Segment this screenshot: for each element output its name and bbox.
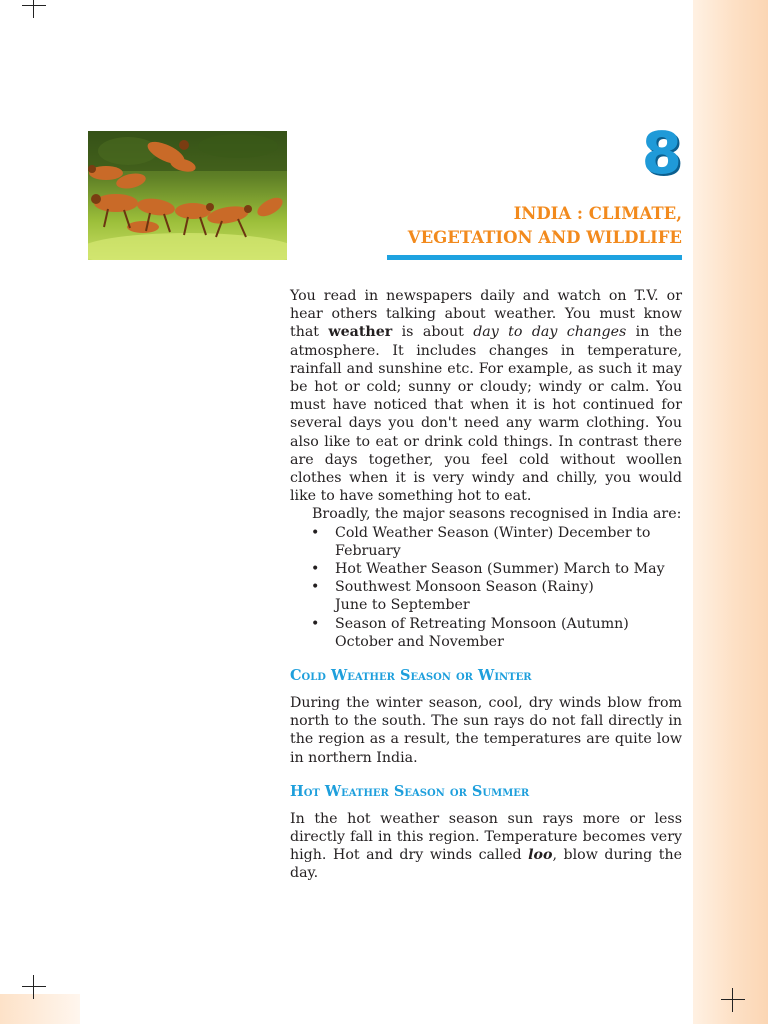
bullet-glyph: • — [311, 615, 320, 632]
chapter-title-line-2: VEGETATION AND WILDLIFE — [407, 228, 682, 247]
chapter-body — [290, 287, 682, 883]
chapter-title-line-1: INDIA : CLIMATE, — [513, 204, 682, 223]
season-item — [311, 560, 682, 578]
winter-paragraph: During the winter season, cool, dry winds blow from north to the south. The sun rays do not fall directly in the region as a result, the temperatures are quite low in northern India. — [290, 695, 682, 766]
intro-text-3: in the atmosphere. It includes changes in temperature, rainfall and sunshine etc. For example, as such it may be hot or cold; sunny or cloudy; windy or calm. You must have noticed that when it is hot continued for several days you don't need any warm clothing. You also like to eat or drink cold things. In contrast there are days together, you feel cold without woollen clothes when it is very windy and chilly, you would like to have something hot to eat. — [290, 324, 682, 505]
season-item-text: Cold Weather Season (Winter) December to February — [335, 524, 651, 559]
summer-text-2: , blow during the day. — [290, 847, 682, 882]
crop-mark-bottom-right — [721, 988, 745, 1012]
season-item-text: Season of Retreating Monsoon (Autumn) October and November — [335, 615, 629, 650]
intro-text-1: You read in newspapers daily and watch on T.V. or hear others talking about weather. You must know that — [290, 288, 682, 341]
term-weather: weather — [328, 324, 393, 341]
bullet-glyph: • — [311, 561, 320, 578]
season-item-text: Hot Weather Season (Summer) March to May — [335, 561, 665, 578]
seasons-intro: Broadly, the major seasons recognised in India are: — [312, 506, 682, 523]
chapter-number: 8 — [641, 119, 682, 187]
bullet-glyph: • — [311, 524, 320, 541]
page-margin-band — [693, 0, 768, 1024]
seasons-list — [290, 524, 682, 651]
bullet-glyph: • — [311, 579, 320, 596]
winter-section-heading: Cold Weather Season or Winter — [290, 667, 532, 685]
summer-paragraph — [290, 810, 682, 883]
season-item — [311, 524, 682, 560]
deer-herd-photo — [88, 131, 287, 260]
season-item — [311, 578, 682, 614]
season-item — [311, 615, 682, 651]
season-item-text: Southwest Monsoon Season (Rainy) June to September — [335, 579, 594, 614]
crop-mark-top-left — [22, 0, 46, 18]
intro-paragraph — [290, 287, 682, 505]
term-loo: loo — [528, 847, 553, 864]
term-day-to-day-changes: day to day changes — [473, 324, 627, 341]
title-underline — [387, 255, 682, 260]
chapter-title — [352, 202, 682, 250]
summer-text-1: In the hot weather season sun rays more or less directly fall in this region. Temperature becomes very high. Hot and dry winds called — [290, 810, 682, 864]
summer-section-heading: Hot Weather Season or Summer — [290, 782, 530, 800]
intro-text-2: is about — [392, 324, 474, 341]
crop-mark-bottom-left — [22, 975, 46, 999]
